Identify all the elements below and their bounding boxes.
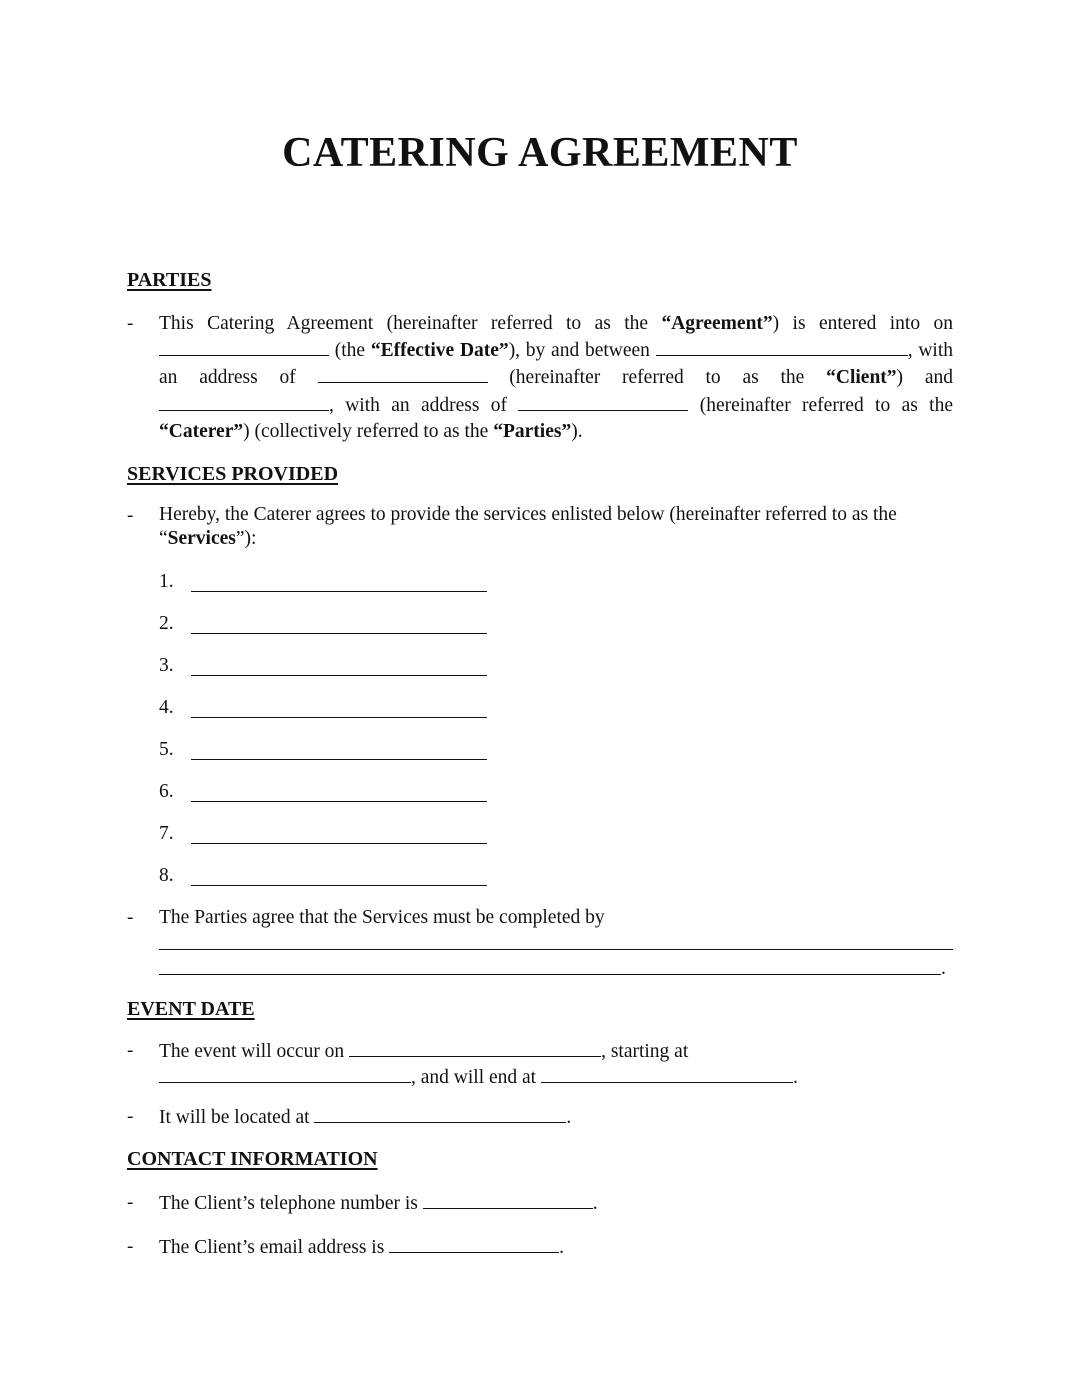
service-line-blank[interactable] — [191, 633, 487, 634]
completion-line-blank[interactable] — [159, 974, 941, 975]
email-paragraph: The Client’s email address is . — [159, 1234, 953, 1261]
effective-date-blank[interactable] — [159, 337, 329, 356]
phone-bullet: - — [127, 1192, 134, 1213]
service-item: 6. — [159, 779, 191, 805]
service-line-blank[interactable] — [191, 885, 487, 886]
parties-bullet: - — [127, 313, 134, 334]
caterer-address-blank[interactable] — [518, 392, 688, 411]
service-line-blank[interactable] — [191, 801, 487, 802]
services-bullet: - — [127, 505, 134, 526]
client-term: “Client” — [826, 367, 897, 389]
completion-bullet: - — [127, 907, 134, 928]
start-time-blank[interactable] — [159, 1064, 411, 1083]
phone-blank[interactable] — [423, 1190, 593, 1209]
caterer-name-blank[interactable] — [159, 392, 329, 411]
service-item: 5. — [159, 737, 191, 763]
service-item: 1. — [159, 569, 191, 595]
service-item: 7. — [159, 821, 191, 847]
service-line-blank[interactable] — [191, 675, 487, 676]
service-line-blank[interactable] — [191, 843, 487, 844]
email-bullet: - — [127, 1236, 134, 1257]
completion-period: . — [941, 958, 946, 979]
completion-line-blank[interactable] — [159, 949, 953, 950]
parties-paragraph: This Catering Agreement (hereinafter referred to as the “Agreement”) is entered into on (the “Effective Date”), by and between , with an address of (hereinafter referred to as the “Client”) and , with an address of (hereinafter referred to as the “Caterer”) (collectively referred to as the “Parties”). — [159, 313, 953, 442]
services-paragraph: Hereby, the Caterer agrees to provide the services enlisted below (hereinafter referred to as the “Services”): — [159, 504, 897, 549]
service-line-blank[interactable] — [191, 717, 487, 718]
client-address-blank[interactable] — [318, 364, 488, 383]
event-heading: EVENT DATE — [127, 998, 255, 1020]
service-item: 3. — [159, 653, 191, 679]
service-item: 4. — [159, 695, 191, 721]
phone-paragraph: The Client’s telephone number is . — [159, 1190, 953, 1217]
location-bullet: - — [127, 1106, 134, 1127]
caterer-term: “Caterer” — [159, 420, 244, 442]
event-paragraph: The event will occur on , starting at , and will end at . — [159, 1038, 953, 1090]
location-blank[interactable] — [314, 1104, 566, 1123]
parties-heading: PARTIES — [127, 269, 212, 291]
event-date-blank[interactable] — [349, 1038, 601, 1057]
end-time-blank[interactable] — [541, 1064, 793, 1083]
event-bullet: - — [127, 1040, 134, 1061]
parties-term: “Parties” — [493, 420, 572, 442]
service-item: 8. — [159, 863, 191, 889]
services-heading: SERVICES PROVIDED — [127, 463, 339, 485]
service-item: 2. — [159, 611, 191, 637]
document-title: CATERING AGREEMENT — [282, 130, 798, 176]
location-paragraph: It will be located at . — [159, 1104, 953, 1131]
contact-heading: CONTACT INFORMATION — [127, 1148, 378, 1170]
completion-text: The Parties agree that the Services must be completed by — [159, 907, 605, 928]
email-blank[interactable] — [389, 1234, 559, 1253]
agreement-term: “Agreement” — [661, 313, 773, 334]
effective-date-term: “Effective Date” — [370, 340, 509, 362]
client-name-blank[interactable] — [656, 337, 908, 356]
service-line-blank[interactable] — [191, 591, 487, 592]
service-line-blank[interactable] — [191, 759, 487, 760]
services-term: Services — [167, 528, 236, 549]
